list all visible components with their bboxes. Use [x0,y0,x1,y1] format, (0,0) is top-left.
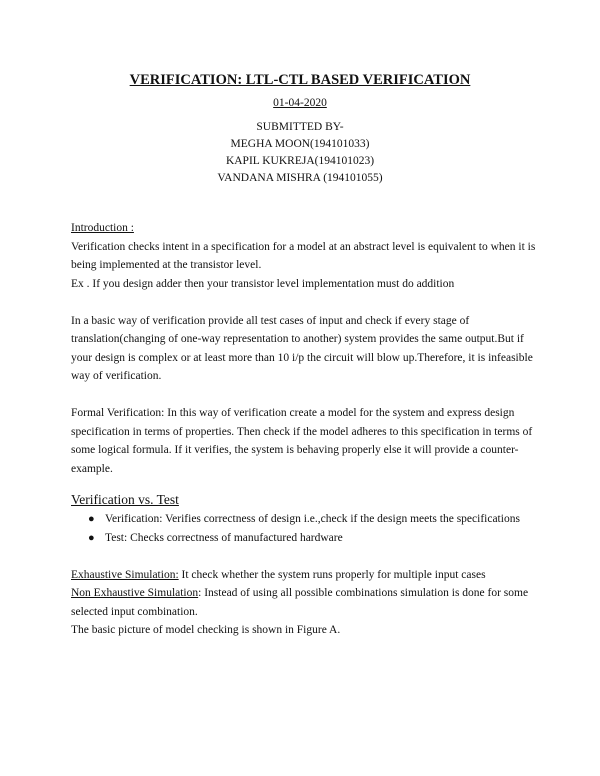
non-exhaustive-simulation-paragraph [71,584,541,621]
formal-verification-paragraph: Formal Verification: In this way of verification create a model for the system and express design specification in terms of properties. Then check if the model adheres to this specification in terms of some logical formula. If it verifies, the system is behaving properly else it will provide a counter-example. [71,407,533,475]
exhaustive-simulation-text: It check whether the system runs properly for multiple input cases [178,568,486,581]
document-title: VERIFICATION: LTL-CTL BASED VERIFICATION [129,72,471,88]
list-item [71,529,541,548]
list-item-text: Verification: Verifies correctness of design i.e.,check if the design meets the specifications [105,513,520,525]
exhaustive-simulation-paragraph [71,566,541,585]
non-exhaustive-simulation-label: Non Exhaustive Simulation [71,587,199,599]
author-name: KAPIL KUKREJA(194101023) [225,155,375,167]
non-exhaustive-simulation-text: : Instead of using all possible combinations simulation is done for some selected input combination. [71,587,529,618]
verification-vs-test-heading: Verification vs. Test [71,492,179,507]
introduction-heading: Introduction : [71,222,134,234]
submitted-by-label: SUBMITTED BY- [256,121,344,133]
list-item [71,510,541,529]
verification-vs-test-list [71,510,541,547]
author-block [0,119,600,187]
document-date: 01-04-2020 [273,97,327,109]
bullet-icon: ● [88,513,95,525]
list-item-text: Test: Checks correctness of manufactured hardware [105,531,343,544]
introduction-text: Verification checks intent in a specification for a model at an abstract level is equivalent to when it is being implemented at the transistor level. [71,240,536,271]
basic-verification-paragraph: In a basic way of verification provide all test cases of input and check if every stage of translation(changing of one-way representation to another) system provides the same output.But if your design is complex or at least more than 10 i/p the circuit will blow up.Therefore, it is infeasible way of verification. [71,314,533,382]
author-name: VANDANA MISHRA (194101055) [217,172,383,184]
bullet-icon: ● [88,531,95,544]
exhaustive-simulation-label: Exhaustive Simulation: [71,568,179,581]
figure-reference-text: The basic picture of model checking is shown in Figure A. [71,624,341,636]
document-body [71,219,541,640]
author-name: MEGHA MOON(194101033) [230,138,370,150]
introduction-example: Ex . If you design adder then your transistor level implementation must do addition [71,277,455,290]
